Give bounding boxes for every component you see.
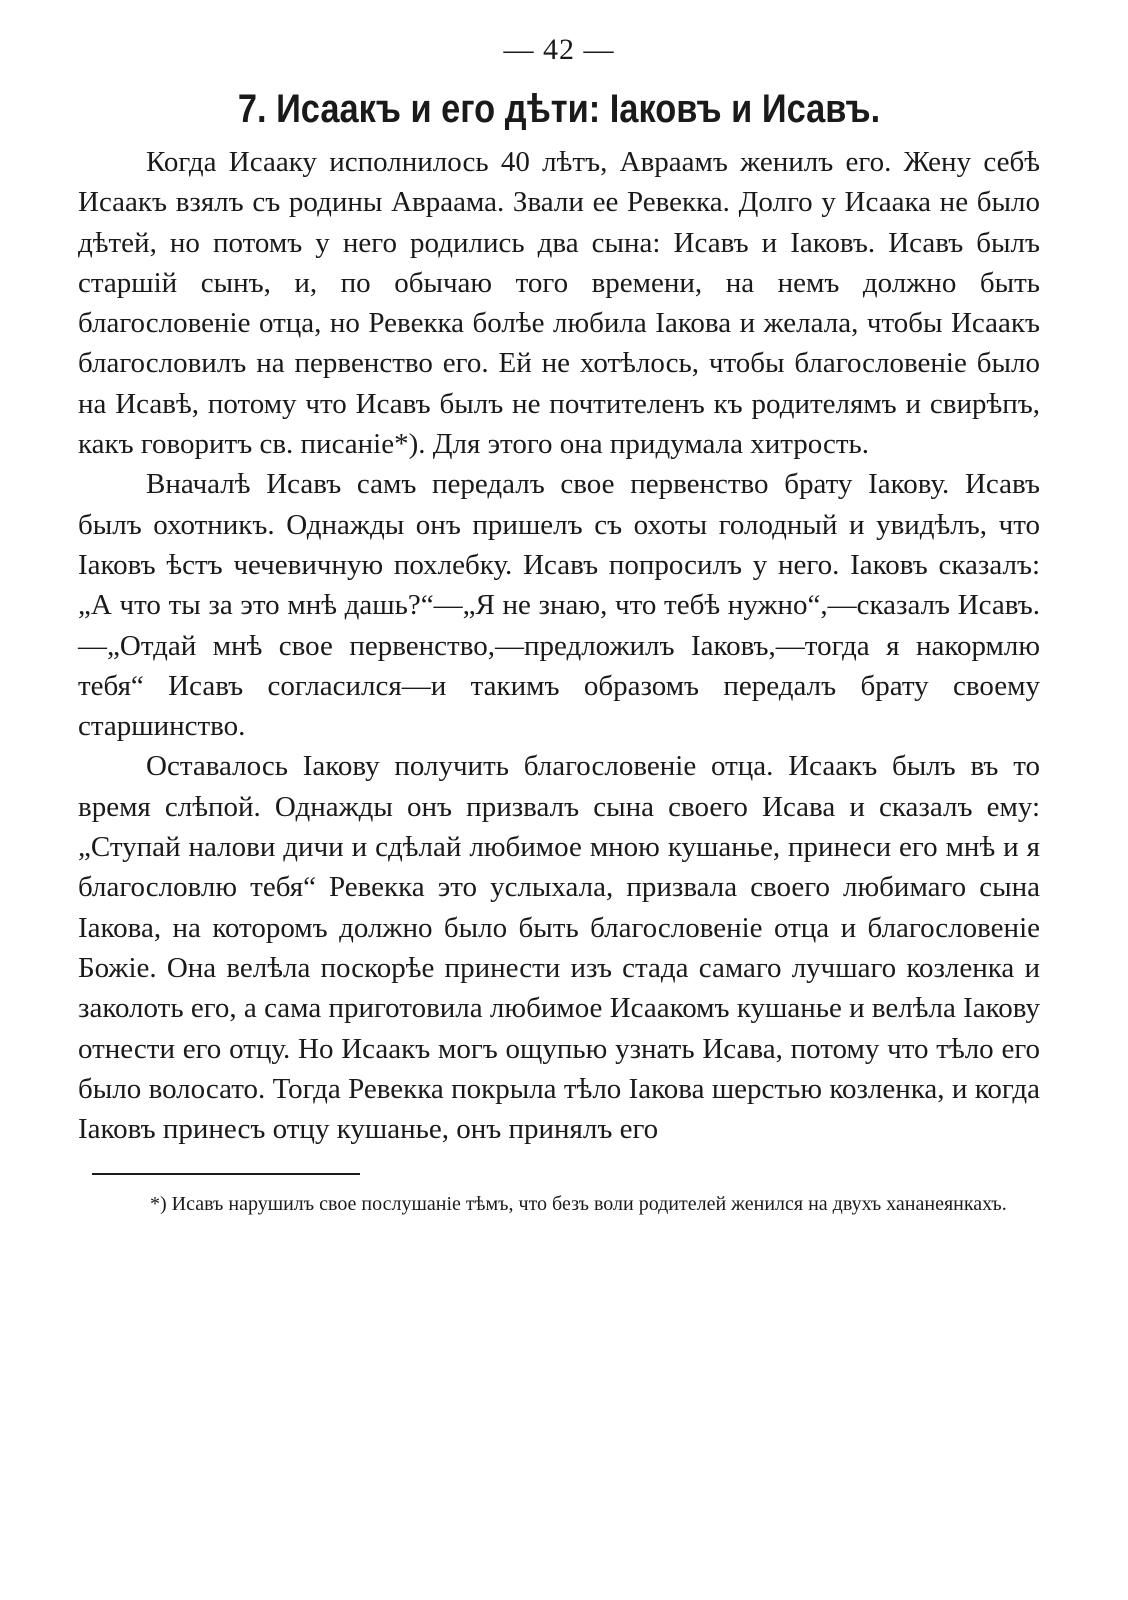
- chapter-title: 7. Исаакъ и его дѣти: Іаковъ и Исавъ.: [237, 87, 881, 131]
- page-number: — 42 —: [503, 33, 615, 66]
- footnote: *) Исавъ нарушилъ свое послушаніе тѣмъ, что безъ воли родителей женился на двухъ хананеянкахъ.: [150, 1193, 1007, 1216]
- footnote-divider: [92, 1173, 360, 1175]
- paragraph-2: Вначалѣ Исавъ самъ передалъ свое первенство брату Іакову. Исавъ былъ охотникъ. Однажды онъ пришелъ съ охоты голодный и увидѣлъ, что Іаковъ ѣстъ чечевичную похлебку. Исавъ попросилъ у него. Іаковъ сказалъ: „А что ты за это мнѣ дашь?“—„Я не знаю, что тебѣ нужно“,—сказалъ Исавъ.—„Отдай мнѣ свое первенство,—предложилъ Іаковъ,—тогда я накормлю тебя“ Исавъ согласился—и такимъ образомъ передалъ брату своему старшинство.: [78, 468, 1040, 743]
- paragraph-3: Оставалось Іакову получить благословеніе отца. Исаакъ былъ въ то время слѣпой. Однажды онъ призвалъ сына своего Исава и сказалъ ему: „Ступай налови дичи и сдѣлай любимое мною кушанье, принеси его мнѣ и я благословлю тебя“ Ревекка это услыхала, призвала своего любимаго сына Іакова, на которомъ должно было быть благословеніе отца и благословеніе Божіе. Она велѣла поскорѣе принести изъ стада самаго лучшаго козленка и заколоть его, а сама приготовила любимое Исаакомъ кушанье и велѣла Іакову отнести его отцу. Но Исаакъ могъ ощупью узнать Исава, потому что тѣло его было волосато. Тогда Ревекка покрыла тѣло Іакова шерстью козленка, и когда Іаковъ принесъ отцу кушанье, онъ принялъ его: [78, 750, 1040, 1146]
- book-page: [78, 30, 1040, 1219]
- paragraph-1: Когда Исааку исполнилось 40 лѣтъ, Авраамъ женилъ его. Жену себѣ Исаакъ взялъ съ родины Авраама. Звали ее Ревекка. Долго у Исаака не было дѣтей, но потомъ у него родились два сына: Исавъ и Іаковъ. Исавъ былъ старшій сынъ, и, по обычаю того времени, на немъ должно быть благословеніе отца, но Ревекка болѣе любила Іакова и желала, чтобы Исаакъ благословилъ на первенство его. Ей не хотѣлось, чтобы благословеніе было на Исавѣ, потому что Исавъ былъ не почтителенъ къ родителямъ и свирѣпъ, какъ говоритъ св. писаніе*). Для этого она придумала хитрость.: [78, 146, 1040, 461]
